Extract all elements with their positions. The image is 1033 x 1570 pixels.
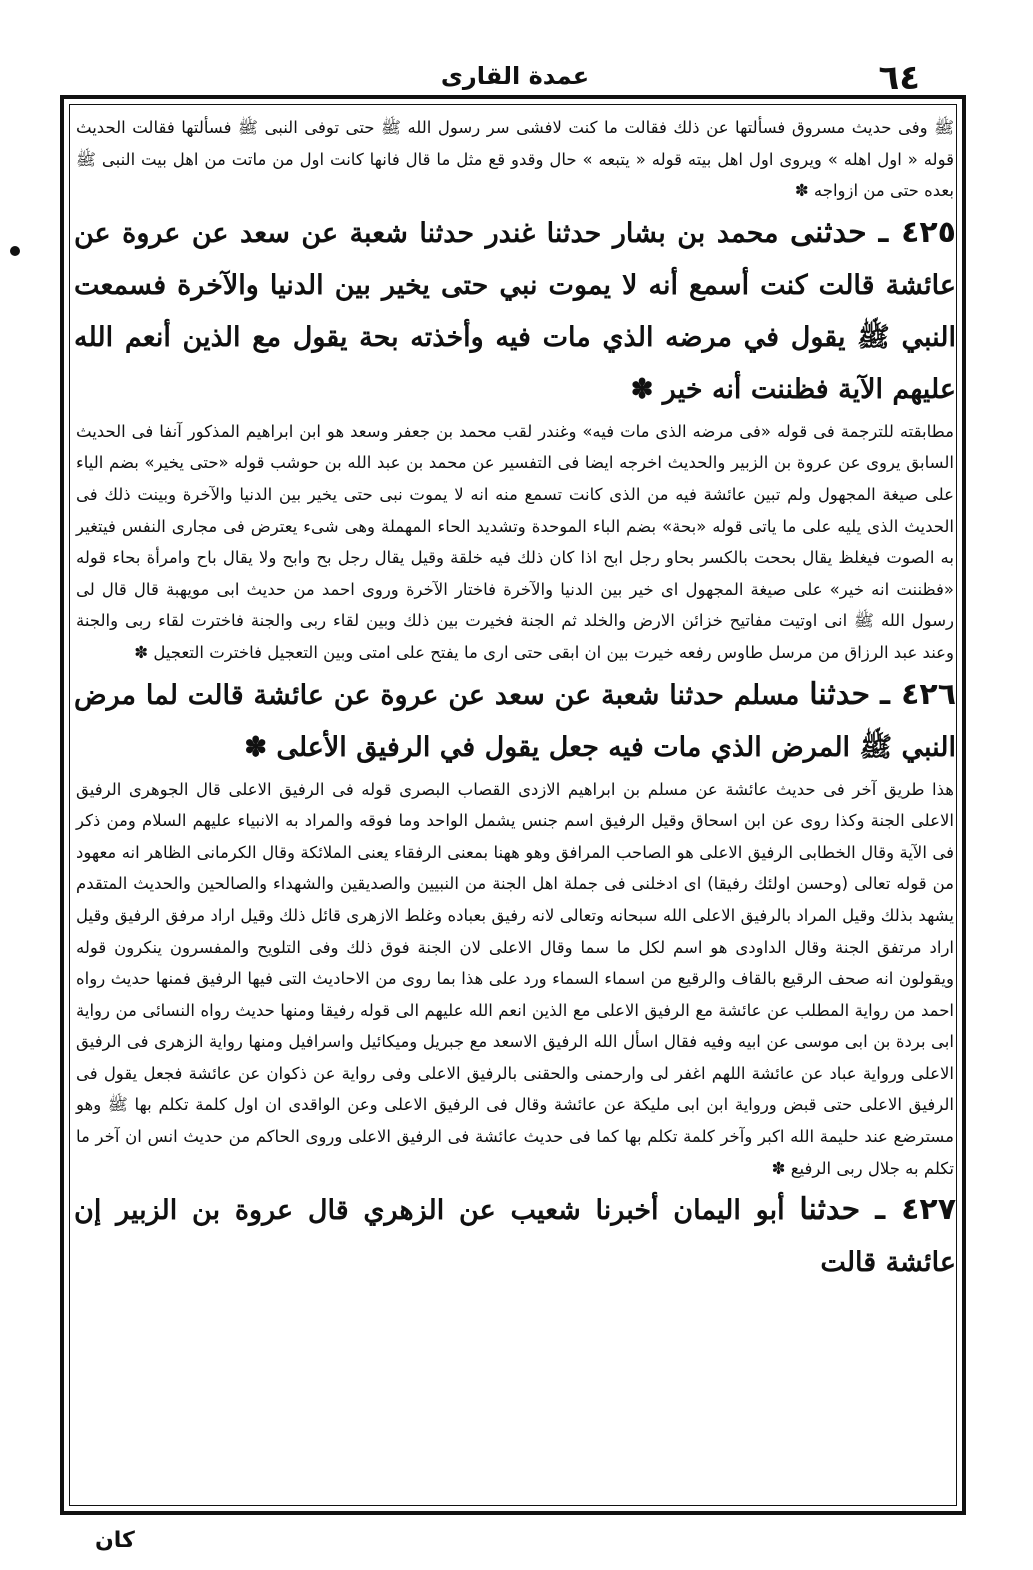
hadith-427 [70, 1184, 960, 1289]
commentary-intro: ﷺ وفی حدیث مسروق فسألتها عن ذلك فقالت ما كنت لافشی سر رسول الله ﷺ حتی توفی النبی ﷺ فسألتها فقالت الحدیث قوله « اول اهله » ویروی اول اهل بیته قوله « یتبعه » حال وقدو قع مثل ما قال فانها كانت اول من ماتت من اهل بیت النبی ﷺ بعده حتی من ازواجه ✽ [76, 118, 954, 201]
hadith-number: ٤٢٦ ـ [879, 676, 957, 712]
commentary-426: هذا طریق آخر فی حدیث عائشة عن مسلم بن ابراهیم الازدی القصاب البصری قوله فی الرفیق الاعلی قال الجوهری الرفیق الاعلی الجنة وكذا روی عن ابن اسحاق وقیل الرفیق اسم جنس یشمل الواحد وما فوقه والمراد به الانبیاء علیهم السلام ومن ذكر فی الآیة وقال الخطابی الرفیق الاعلی هو الصاحب المرافق وهو ههنا بمعنی الرفقاء یعنی الملائكة وقال الكرمانی الظاهر انه معهود من قوله تعالی (وحسن اولئك رفیقا) ای ادخلنی فی جملة اهل الجنة من النبیین والصدیقین والشهداء والصالحین والحدیث المتقدم یشهد بذلك وقیل المراد بالرفیق الاعلی الله سبحانه وتعالی لانه رفیق بعباده وغلط الازهری قائل ذلك وقیل اراد مرفق الرفیق وقیل اراد مرتفق الجنة وقال الداودی هو اسم لكل ما سما وقال الاعلی لان الجنة فوق ذلك وفی التلویح والمفسرون ینكرون قوله ویقولون انه صحف الرقیع بالقاف والرقیع من اسماء السماء ورد علی هذا بما روی من الاحادیث التی فیها الرفیق فمنها حدیث رواه احمد من روایة المطلب عن عائشة مع الرفیق الاعلی مع الذین انعم الله علیهم الی قوله رفیقا ومنها حدیث رواه النسائی من روایة ابی بردة بن ابی موسی عن ابیه وفیه فقال اسأل الله الرفیق الاسعد مع جبریل ومیكائیل واسرافیل ومنها روایة الزهری فی الرفیق الاعلی وروایة عباد عن عائشة اللهم اغفر لی وارحمنی والحقنی بالرفیق الاعلی وفی روایة عن ذكوان عن عائشة فجعل یقول فی الرفیق الاعلی حتی قبض وروایة ابن ابی ملیكة عن عائشة وقال فی الرفیق الاعلی وعن الواقدی ان اول كلمة تكلم بها ﷺ وهو مسترضع عند حلیمة الله اكبر وآخر كلمة تكلم بها كما فی حدیث عائشة فی الرفیق الاعلی وروی الحاكم من حدیث انس ان آخر ما تكلم به جلال ربی الرفیع ✽ [76, 779, 954, 1178]
page-number: ٦٤ [878, 58, 920, 98]
hadith-text: مسلم حدثنا شعبة عن سعد عن عروة عن عائشة قالت لما مرض النبي ﷺ المرض الذي مات فيه جعل يقول في الرفيق الأعلى ✽ [74, 679, 956, 763]
hadith-number: ٤٢٥ ـ [878, 214, 956, 250]
hadith-426 [70, 669, 960, 774]
hadith-number: ٤٢٧ ـ [875, 1192, 957, 1228]
hadith-text: أبو اليمان أخبرنا شعيب عن الزهري قال عروة بن الزبير إن عائشة قالت [74, 1195, 956, 1279]
hadith-opening: حدثنا [799, 1192, 861, 1228]
running-head [70, 58, 960, 98]
book-title: عمدة القاری [440, 62, 590, 90]
catchword: كان [95, 1528, 135, 1553]
hadith-opening: حدثنی [790, 214, 867, 250]
text-block [70, 112, 960, 1507]
hadith-425 [70, 207, 960, 416]
hadith-opening: حدثنا [809, 676, 871, 712]
hadith-text: محمد بن بشار حدثنا غندر حدثنا شعبة عن سعد عن عروة عن عائشة قالت كنت أسمع أنه لا يموت نبي حتى يخير بين الدنيا والآخرة فسمعت النبي ﷺ يقول في مرضه الذي مات فيه وأخذته بحة يقول مع الذين أنعم الله عليهم الآية فظننت أنه خير ✽ [74, 217, 956, 405]
commentary-425: مطابقته للترجمة فی قوله «فی مرضه الذی مات فیه» وغندر لقب محمد بن جعفر وسعد هو ابن ابراهیم المذکور آنفا فی الحدیث السابق یروی عن عروة بن الزبیر والحدیث اخرجه ایضا فی التفسیر عن محمد بن عبد الله بن حوشب قوله «حتی یخیر» بضم الیاء علی صیغة المجهول ولم تبین عائشة فیه من الذی كانت تسمع منه انه لا یموت نبی حتی یخیر بین الدنیا والآخرة وبینت ذلك فی الحدیث الذی یلیه علی ما یاتی قوله «بحة» بضم الباء الموحدة وتشدید الحاء المهملة وهی شیء یعترض فی مجاری النفس فیتغیر به الصوت فیغلظ یقال بححت بالكسر بحاو رجل ابح اذا كان ذلك فیه خلقة وقیل یقال رجل بح وابح ولا یقال باح وامرأة بحاء قوله «فظننت انه خیر» علی صیغة المجهول ای خیر بین الدنیا والآخرة فاختار الآخرة وروی احمد من حدیث ابی مویهبة قال قال لی رسول الله ﷺ انی اوتیت مفاتیح خزائن الارض والخلد ثم الجنة فخیرت بین ذلك وبین لقاء ربی والجنة فاخترت لقاء ربی والجنة وعند عبد الرزاق من مرسل طاوس رفعه خیرت بین ان ابقی حتی اری ما یفتح علی امتی وبین التعجیل فاخترت التعجیل ✽ [76, 421, 954, 662]
margin-ink-dot [10, 246, 20, 256]
